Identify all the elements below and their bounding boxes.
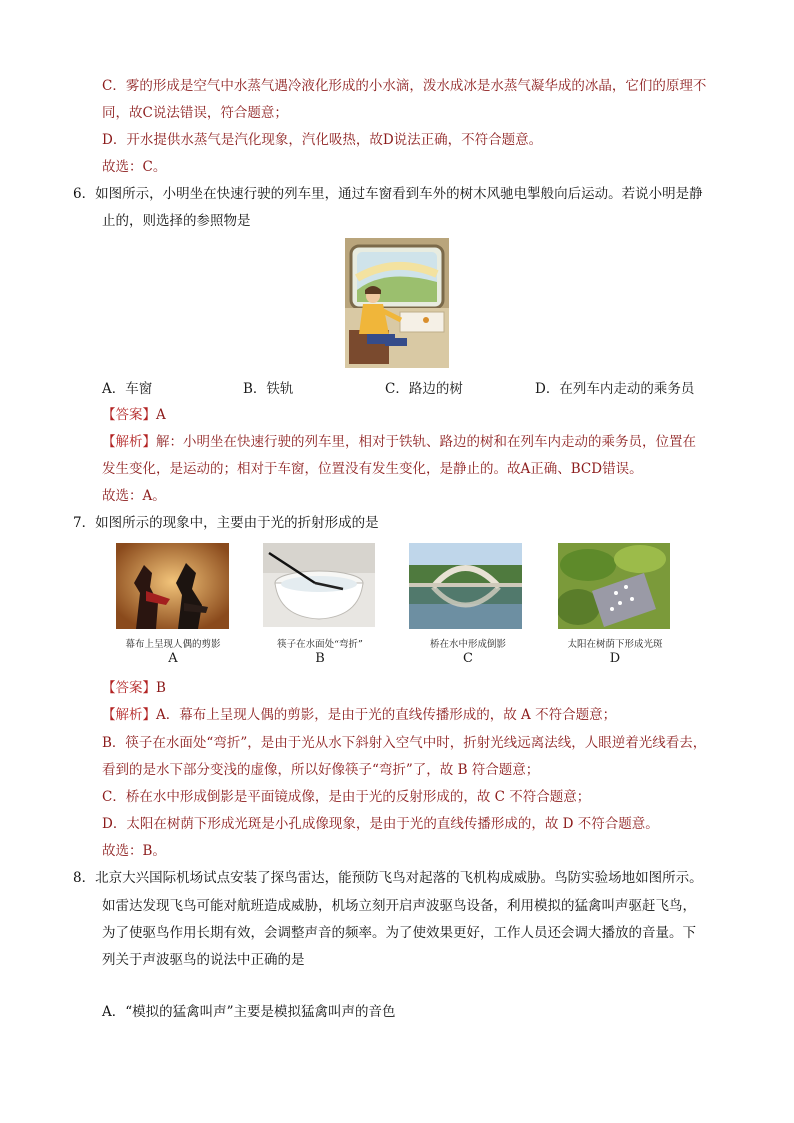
q5-option-c-line1: C．雾的形成是空气中水蒸气遇冷液化形成的小水滴，泼水成冰是水蒸气凝华成的冰晶，它们的原理不 [102, 78, 707, 94]
q7-caption-b: 筷子在水面处“弯折” [277, 639, 363, 650]
q7-analysis-tag: 【解析】 [102, 707, 156, 723]
q7-analysis-b2: 看到的是水下部分变浅的虚像，所以好像筷子“弯折”了，故 B 符合题意； [102, 762, 540, 778]
q6-analysis-line2: 发生变化，是运动的；相对于车窗，位置没有发生变化，是静止的。故A正确、BCD错误。 [102, 461, 643, 477]
q7-analysis-c: C．桥在水中形成倒影是平面镜成像，是由于光的反射形成的，故 C 不符合题意； [102, 789, 591, 805]
q7-stem: 7．如图所示的现象中，主要由于光的折射形成的是 [73, 515, 379, 531]
q8-stem-line2: 如雷达发现飞鸟可能对航班造成威胁，机场立刻开启声波驱鸟设备，利用模拟的猛禽叫声驱赶飞鸟， [102, 898, 696, 914]
q6-choose: 故选：A。 [102, 488, 166, 504]
q7-answer-tag: 【答案】 [102, 680, 156, 696]
q8-stem-line1: 8．北京大兴国际机场试点安装了探鸟雷达，能预防飞鸟对起落的飞机构成威胁。鸟防实验场地如图所示。 [73, 870, 703, 886]
q6-answer-value: A [156, 407, 166, 423]
train-window-boy-image [345, 238, 449, 368]
q5-option-d-line: D．开水提供水蒸气是汽化现象，汽化吸热，故D说法正确，不符合题意。 [102, 132, 543, 148]
q6-option-a: A．车窗 [102, 381, 153, 397]
q8-stem-line3: 为了使驱鸟作用长期有效，会调整声音的频率。为了使效果更好，工作人员还会调大播放的音量。下 [102, 925, 696, 941]
q7-answer-value: B [156, 680, 166, 696]
q8-stem-line4: 列关于声波驱鸟的说法中正确的是 [102, 952, 305, 968]
bridge-reflection-image [409, 543, 522, 629]
q7-letter-d: D [609, 651, 621, 666]
q6-answer [102, 405, 166, 425]
q6-option-d: D．在列车内走动的乘务员 [535, 381, 695, 397]
q6-analysis-line1: 【解析】解：小明坐在快速行驶的列车里，相对于铁轨、路边的树和在列车内走动的乘务员，位置在 [102, 434, 696, 450]
q7-caption-c: 桥在水中形成倒影 [429, 639, 506, 650]
q5-choose: 故选：C。 [102, 159, 167, 175]
shadow-puppet-image [116, 543, 229, 629]
q7-caption-a: 幕布上呈现人偶的剪影 [125, 639, 221, 650]
q7-caption-d: 太阳在树荫下形成光斑 [567, 639, 663, 650]
light-spots-image [558, 543, 670, 629]
q6-stem-line1: 6．如图所示，小明坐在快速行驶的列车里，通过车窗看到车外的树木风驰电掣般向后运动。若说小明是静 [73, 186, 703, 202]
q6-analysis-tag: 【解析】 [102, 434, 156, 450]
q7-letter-c: C [463, 651, 473, 666]
chopsticks-bowl-image [263, 543, 375, 627]
q6-answer-tag: 【答案】 [102, 407, 156, 423]
q7-analysis-a: 【解析】A．幕布上呈现人偶的剪影，是由于光的直线传播形成的，故 A 不符合题意； [102, 707, 617, 723]
q7-answer [102, 678, 166, 698]
q7-choose: 故选：B。 [102, 843, 166, 859]
q6-option-b: B．铁轨 [243, 381, 294, 397]
q6-option-c: C．路边的树 [385, 381, 463, 397]
q7-letter-a: A [168, 651, 178, 666]
q6-stem-line2: 止的，则选择的参照物是 [102, 213, 251, 229]
q7-letter-b: B [315, 651, 325, 666]
q5-option-c-line2: 同，故C说法错误，符合题意； [102, 105, 288, 121]
q8-option-a: A．“模拟的猛禽叫声”主要是模拟猛禽叫声的音色 [102, 1004, 396, 1020]
q7-analysis-b1: B．筷子在水面处“弯折”，是由于光从水下斜射入空气中时，折射光线远离法线，人眼逆着光线看去， [102, 735, 707, 751]
q7-analysis-d: D．太阳在树荫下形成光斑是小孔成像现象，是由于光的直线传播形成的，故 D 不符合题意。 [102, 816, 659, 832]
